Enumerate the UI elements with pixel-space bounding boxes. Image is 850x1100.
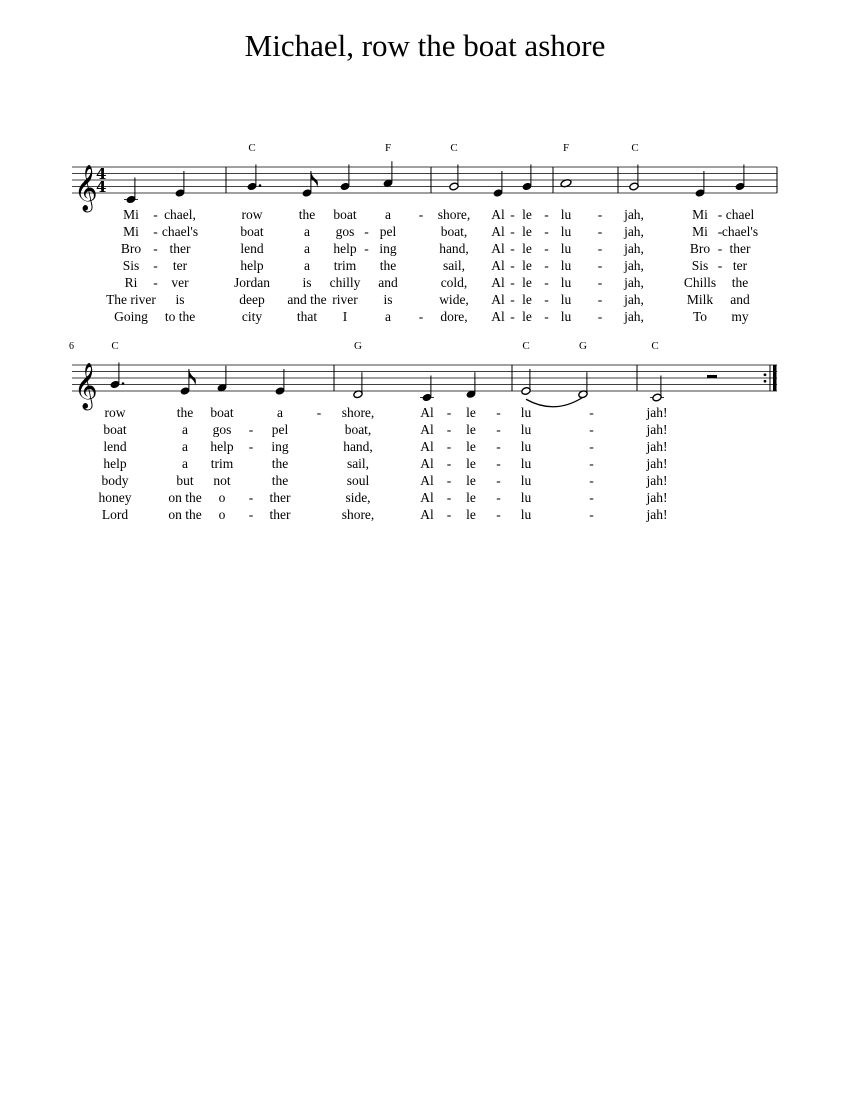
lyric-syllable: Al — [491, 309, 505, 324]
lyric-syllable: soul — [346, 473, 370, 488]
lyric-hyphen: - — [589, 439, 594, 454]
lyric-syllable: jah! — [646, 473, 668, 488]
chord-symbol: C — [111, 340, 119, 352]
lyric-hyphen: - — [544, 275, 549, 290]
augmentation-dot — [122, 382, 125, 385]
lyric-syllable: Al — [491, 207, 505, 222]
lyric-hyphen: - — [717, 258, 723, 273]
lyric-syllable: jah! — [646, 507, 668, 522]
lyric-syllable: lu — [560, 258, 572, 273]
time-signature-top: 4 — [96, 165, 107, 183]
lyric-syllable: trim — [333, 258, 357, 273]
staff-system-1 — [72, 142, 777, 324]
lyric-hyphen: - — [248, 422, 254, 437]
note-A4 — [383, 161, 393, 187]
note-D4 — [578, 372, 588, 398]
lyric-syllable: o — [218, 490, 226, 505]
lyric-hyphen: - — [589, 507, 594, 522]
lyric-hyphen: - — [446, 490, 452, 505]
lyric-syllable: that — [296, 309, 318, 324]
lyric-hyphen: - — [597, 207, 603, 222]
lyric-syllable: The river — [106, 292, 156, 307]
lyric-syllable: sail, — [346, 456, 370, 471]
lyric-syllable: a — [277, 405, 283, 420]
lyric-hyphen: - — [496, 405, 501, 420]
song-title: Michael, row the boat ashore — [244, 28, 606, 63]
lyric-hyphen: - — [446, 456, 452, 471]
lyric-syllable: Al — [420, 473, 434, 488]
lyric-hyphen: - — [510, 292, 515, 307]
lyric-hyphen: - — [153, 275, 158, 290]
lyric-syllable: sail, — [442, 258, 466, 273]
lyric-syllable: chael's — [721, 224, 759, 239]
lyric-syllable: and — [730, 292, 750, 307]
lyric-syllable: row — [241, 207, 263, 222]
lyric-syllable: shore, — [341, 507, 375, 522]
lyric-syllable: jah, — [624, 224, 644, 239]
lyric-syllable: help — [240, 258, 264, 273]
lyric-syllable: Lord — [101, 507, 129, 522]
lyric-syllable: boat — [333, 207, 357, 222]
lyric-syllable: lu — [560, 224, 572, 239]
note-C4 — [420, 376, 434, 402]
lyric-hyphen: - — [717, 207, 723, 222]
lyric-syllable: not — [213, 473, 231, 488]
lyric-syllable: the — [731, 275, 749, 290]
lyric-syllable: city — [241, 309, 263, 324]
lyric-hyphen: - — [446, 473, 452, 488]
lyric-hyphen: - — [248, 490, 254, 505]
lyric-syllable: le — [466, 456, 476, 471]
lyric-syllable: lu — [520, 405, 532, 420]
lyric-line-6 — [106, 292, 750, 307]
lyric-syllable: ther — [269, 507, 291, 522]
lyric-line-2 — [123, 224, 758, 239]
lyric-syllable: le — [522, 241, 532, 256]
lyric-syllable: Going — [114, 309, 148, 324]
lyric-syllable: le — [522, 207, 532, 222]
lyric-syllable: chael — [725, 207, 755, 222]
lyric-syllable: le — [466, 507, 476, 522]
lyric-syllable: Milk — [686, 292, 714, 307]
lyric-syllable: lu — [560, 275, 572, 290]
lyric-syllable: hand, — [439, 241, 469, 256]
lyric-line-3 — [121, 241, 751, 256]
lyric-syllable: Ri — [124, 275, 138, 290]
lyric-line-1 — [123, 207, 754, 222]
augmentation-dot — [259, 184, 262, 187]
lyric-syllable: Jordan — [234, 275, 270, 290]
chord-symbol: G — [579, 340, 587, 352]
chord-symbol: F — [384, 142, 392, 154]
lyric-line-7 — [102, 507, 668, 522]
lyric-syllable: lend — [240, 241, 264, 256]
lyric-syllable: boat — [103, 422, 127, 437]
lyric-syllable: Sis — [122, 258, 140, 273]
lyric-syllable: on the — [168, 490, 202, 505]
lyric-line-5 — [102, 473, 668, 488]
note-G4 — [110, 363, 124, 389]
lyric-hyphen: - — [510, 207, 515, 222]
lyric-syllable: lu — [520, 473, 532, 488]
lyric-syllable: ther — [729, 241, 751, 256]
note-D4 — [466, 372, 476, 398]
lyric-syllable: Al — [420, 490, 434, 505]
lyric-syllable: Bro — [120, 241, 142, 256]
lyric-syllable: jah! — [646, 439, 668, 454]
lyric-syllable: dore, — [440, 309, 468, 324]
lyric-hyphen: - — [446, 439, 452, 454]
lyric-hyphen: - — [597, 275, 603, 290]
repeat-barline-thick — [773, 365, 777, 391]
lyric-syllable: jah, — [624, 207, 644, 222]
lyric-syllable: jah, — [624, 275, 644, 290]
lyric-syllable: le — [522, 309, 532, 324]
note-E4 — [175, 171, 185, 197]
lyric-syllable: boat — [240, 224, 264, 239]
note-D4 — [353, 372, 363, 398]
lyric-line-7 — [114, 309, 749, 324]
lyric-syllable: Al — [420, 405, 434, 420]
lyric-hyphen: - — [589, 490, 594, 505]
lyric-syllable: Al — [491, 224, 505, 239]
lyric-syllable: gos — [212, 422, 232, 437]
lyric-syllable: hand, — [343, 439, 373, 454]
lyric-syllable: Al — [420, 439, 434, 454]
lyric-hyphen: - — [446, 507, 452, 522]
lyric-hyphen: - — [544, 224, 549, 239]
note-C4 — [124, 178, 138, 204]
lyric-syllable: jah, — [624, 292, 644, 307]
lyric-syllable: pel — [379, 224, 397, 239]
repeat-dot — [764, 380, 767, 383]
lyric-syllable: jah, — [624, 309, 644, 324]
lyric-syllable: lu — [560, 207, 572, 222]
lyric-syllable: shore, — [341, 405, 375, 420]
lyric-syllable: trim — [210, 456, 234, 471]
lyric-syllable: lu — [520, 422, 532, 437]
lyric-hyphen: - — [597, 309, 603, 324]
lyric-hyphen: - — [153, 241, 158, 256]
lyric-syllable: le — [466, 473, 476, 488]
lyric-syllable: ther — [269, 490, 291, 505]
lyric-syllable: side, — [345, 490, 371, 505]
lyric-syllable: le — [466, 439, 476, 454]
lyric-hyphen: - — [597, 241, 603, 256]
lyric-syllable: Al — [420, 507, 434, 522]
lyric-syllable: Mi — [692, 224, 708, 239]
lyric-syllable: lu — [520, 456, 532, 471]
lyric-hyphen: - — [510, 241, 515, 256]
lyric-line-3 — [103, 439, 667, 454]
lyric-syllable: row — [104, 405, 126, 420]
lyric-syllable: ter — [732, 258, 748, 273]
lyric-syllable: lu — [520, 439, 532, 454]
note-E4 — [695, 171, 705, 197]
lyric-hyphen: - — [153, 207, 158, 222]
note-G4 — [629, 165, 639, 191]
chord-symbol: F — [562, 142, 570, 154]
lyric-line-4 — [123, 258, 748, 273]
lyric-syllable: the — [298, 207, 316, 222]
lyric-syllable: lu — [520, 507, 532, 522]
lyric-syllable: a — [385, 207, 391, 222]
lyric-syllable: boat, — [440, 224, 468, 239]
lyric-hyphen: - — [153, 258, 158, 273]
lyric-syllable: le — [522, 258, 532, 273]
lyric-hyphen: - — [418, 309, 424, 324]
lyric-hyphen: - — [510, 258, 515, 273]
slur — [526, 397, 583, 407]
lyric-syllable: To — [692, 309, 708, 324]
lyric-hyphen: - — [248, 439, 254, 454]
treble-clef-icon: 𝄞 — [74, 363, 98, 409]
lyric-syllable: ver — [171, 275, 189, 290]
lyric-syllable: lu — [560, 241, 572, 256]
note-G4 — [247, 165, 261, 191]
lyric-syllable: on the — [168, 507, 202, 522]
lyric-syllable: but — [176, 473, 194, 488]
lyric-syllable: help — [333, 241, 357, 256]
measure-number: 6 — [69, 341, 74, 352]
lyric-syllable: and — [378, 275, 398, 290]
lyric-hyphen: - — [544, 241, 549, 256]
lyric-syllable: help — [210, 439, 234, 454]
lyric-syllable: the — [271, 456, 289, 471]
lyric-hyphen: - — [316, 405, 322, 420]
lyric-hyphen: - — [496, 439, 501, 454]
lyric-line-1 — [105, 405, 668, 420]
lyric-syllable: to the — [164, 309, 196, 324]
treble-clef-icon: 𝄞 — [74, 165, 98, 211]
lyric-syllable: Al — [491, 275, 505, 290]
lyric-hyphen: - — [364, 224, 369, 239]
lyric-syllable: le — [466, 405, 476, 420]
lyric-syllable: wide, — [439, 292, 469, 307]
lyric-hyphen: - — [589, 456, 594, 471]
lyric-hyphen: - — [589, 405, 594, 420]
lyric-syllable: Mi — [692, 207, 708, 222]
lyric-syllable: a — [304, 258, 310, 273]
lyric-line-2 — [103, 422, 667, 437]
lyric-syllable: is — [383, 292, 393, 307]
lyric-syllable: o — [218, 507, 226, 522]
note-G4 — [449, 165, 459, 191]
lyric-line-5 — [125, 275, 749, 290]
lyric-hyphen: - — [496, 422, 501, 437]
lyric-hyphen: - — [510, 309, 515, 324]
lyric-syllable: chael's — [161, 224, 199, 239]
lyric-syllable: shore, — [437, 207, 471, 222]
lyric-hyphen: - — [597, 258, 603, 273]
lyric-syllable: river — [332, 292, 358, 307]
lyric-hyphen: - — [510, 224, 515, 239]
note-G4 — [522, 165, 532, 191]
lyric-hyphen: - — [496, 473, 501, 488]
lyric-syllable: le — [522, 224, 532, 239]
lyric-hyphen: - — [597, 224, 603, 239]
note-C4 — [650, 376, 664, 402]
chord-symbol: C — [522, 340, 530, 352]
lyric-hyphen: - — [544, 207, 549, 222]
lyric-syllable: a — [304, 241, 310, 256]
lyric-hyphen: - — [544, 292, 549, 307]
lyric-hyphen: - — [446, 405, 452, 420]
lyric-hyphen: - — [418, 207, 424, 222]
lyric-hyphen: - — [496, 507, 501, 522]
lyric-syllable: is — [302, 275, 312, 290]
lyric-syllable: Al — [491, 258, 505, 273]
chord-symbol: C — [631, 142, 639, 154]
lyric-syllable: ing — [271, 439, 289, 454]
lyric-syllable: lu — [520, 490, 532, 505]
lyric-hyphen: - — [496, 456, 501, 471]
lyric-syllable: lu — [560, 309, 572, 324]
lyric-syllable: my — [731, 309, 749, 324]
lyric-syllable: Chills — [683, 275, 717, 290]
time-signature-bottom: 4 — [96, 178, 107, 196]
lyric-syllable: a — [182, 456, 188, 471]
lyric-hyphen: - — [544, 258, 549, 273]
note-E4 — [493, 171, 503, 197]
chord-symbol: C — [248, 142, 256, 154]
lyric-hyphen: - — [248, 507, 254, 522]
lyric-hyphen: - — [544, 309, 549, 324]
lyric-syllable: le — [466, 490, 476, 505]
lyric-syllable: jah, — [624, 258, 644, 273]
lyric-hyphen: - — [717, 241, 723, 256]
chord-symbol: C — [651, 340, 659, 352]
lyric-syllable: boat — [210, 405, 234, 420]
lyric-syllable: jah! — [646, 422, 668, 437]
lyric-syllable: a — [304, 224, 310, 239]
lyric-syllable: Al — [491, 241, 505, 256]
lyric-syllable: Sis — [691, 258, 709, 273]
lyric-syllable: body — [101, 473, 129, 488]
note-E4 — [275, 369, 285, 395]
lyric-syllable: the — [379, 258, 397, 273]
lyric-syllable: pel — [271, 422, 289, 437]
half-rest — [707, 375, 717, 378]
lyric-line-4 — [103, 456, 667, 471]
lyric-syllable: le — [522, 292, 532, 307]
lyric-syllable: Al — [420, 456, 434, 471]
note-E4 — [302, 171, 318, 197]
lyric-hyphen: - — [717, 224, 723, 239]
lyric-syllable: a — [385, 309, 391, 324]
lyric-syllable: le — [522, 275, 532, 290]
lyric-syllable: lu — [560, 292, 572, 307]
lyric-hyphen: - — [496, 490, 501, 505]
lyric-syllable: Al — [420, 422, 434, 437]
lyric-hyphen: - — [510, 275, 515, 290]
note-E4 — [180, 369, 196, 395]
lyric-syllable: help — [103, 456, 127, 471]
chord-symbol: C — [450, 142, 458, 154]
lyric-syllable: chael, — [164, 207, 196, 222]
lyric-syllable: le — [466, 422, 476, 437]
lyric-hyphen: - — [446, 422, 452, 437]
chord-symbol: G — [354, 340, 362, 352]
lyric-syllable: chilly — [329, 275, 361, 290]
note-F4 — [217, 366, 227, 392]
lyric-syllable: ing — [379, 241, 397, 256]
lyric-syllable: honey — [98, 490, 132, 505]
lyric-syllable: ter — [172, 258, 188, 273]
lyric-syllable: jah, — [624, 241, 644, 256]
lyric-syllable: the — [176, 405, 194, 420]
note-E4 — [521, 369, 531, 395]
lyric-syllable: jah! — [646, 456, 668, 471]
lyric-syllable: ther — [169, 241, 191, 256]
lyric-hyphen: - — [589, 473, 594, 488]
lyric-syllable: gos — [335, 224, 355, 239]
lyric-syllable: Bro — [689, 241, 711, 256]
lyric-syllable: Mi — [123, 207, 139, 222]
lyric-syllable: I — [342, 309, 348, 324]
lyric-syllable: a — [182, 439, 188, 454]
lyric-syllable: jah! — [646, 405, 668, 420]
lyric-syllable: jah! — [646, 490, 668, 505]
lyric-syllable: the — [271, 473, 289, 488]
lyric-hyphen: - — [153, 224, 158, 239]
staff-system-2 — [69, 340, 777, 522]
note-G4 — [340, 165, 350, 191]
lyric-syllable: is — [175, 292, 185, 307]
lyric-syllable: cold, — [440, 275, 468, 290]
lyric-syllable: Mi — [123, 224, 139, 239]
lyric-hyphen: - — [597, 292, 603, 307]
lyric-syllable: Al — [491, 292, 505, 307]
note-G4 — [735, 165, 745, 191]
lyric-hyphen: - — [364, 241, 369, 256]
lyric-syllable: boat, — [344, 422, 372, 437]
lyric-syllable: a — [182, 422, 188, 437]
lyric-line-6 — [99, 490, 668, 505]
lyric-syllable: lend — [103, 439, 127, 454]
lyric-syllable: and the — [287, 292, 327, 307]
lyric-syllable: deep — [239, 292, 265, 307]
repeat-dot — [764, 373, 767, 376]
lyric-hyphen: - — [589, 422, 594, 437]
